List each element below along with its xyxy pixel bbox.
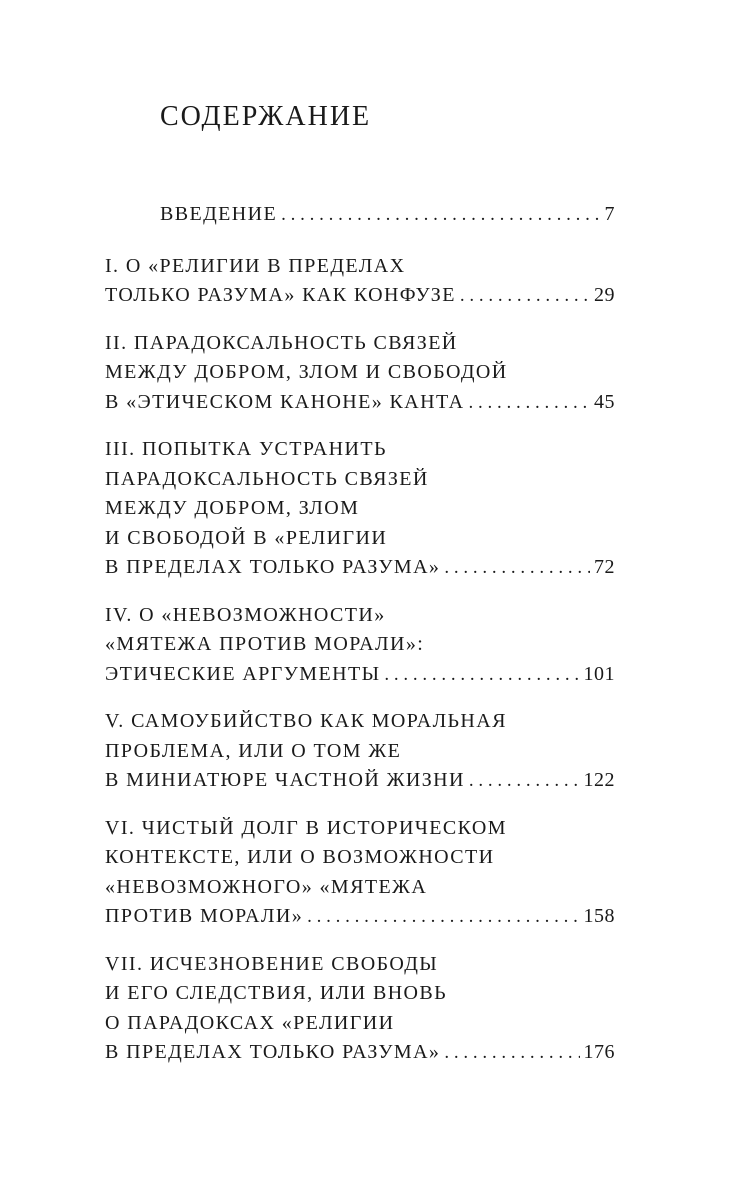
toc-page-number: 158 xyxy=(583,905,615,927)
toc-line: И ЕГО СЛЕДСТВИЯ, ИЛИ ВНОВЬ xyxy=(105,982,448,1004)
toc-entry-title: В «ЭТИЧЕСКОМ КАНОНЕ» КАНТА xyxy=(105,390,465,413)
toc-line: I. О «РЕЛИГИИ В ПРЕДЕЛАХ xyxy=(105,254,406,277)
dot-leader xyxy=(307,902,579,932)
toc-line xyxy=(105,281,615,311)
toc-line: МЕЖДУ ДОБРОМ, ЗЛОМ xyxy=(105,497,360,519)
toc-line: IV. О «НЕВОЗМОЖНОСТИ» xyxy=(105,603,386,626)
toc-line: И СВОБОДОЙ В «РЕЛИГИИ xyxy=(105,526,388,549)
toc-entry-chapter-3[interactable] xyxy=(105,435,615,583)
toc-entry-chapter-5[interactable] xyxy=(105,707,615,796)
toc-page-number: 72 xyxy=(594,556,615,578)
dot-leader xyxy=(444,553,590,583)
toc-entry-chapter-1[interactable] xyxy=(105,252,615,311)
toc-page-number: 7 xyxy=(604,203,615,225)
toc-entry-title: В ПРЕДЕЛАХ ТОЛЬКО РАЗУМА» xyxy=(105,1041,441,1063)
dot-leader xyxy=(469,766,580,796)
toc-entry-title: ПРОТИВ МОРАЛИ» xyxy=(105,905,304,927)
toc-entry-chapter-4[interactable] xyxy=(105,601,615,690)
toc-line xyxy=(105,660,615,690)
dot-leader xyxy=(460,281,590,311)
toc-line: «НЕВОЗМОЖНОГО» «МЯТЕЖА xyxy=(105,875,428,898)
toc-entry-chapter-2[interactable] xyxy=(105,329,615,418)
toc-page-number: 45 xyxy=(594,390,615,413)
toc-entry-title: В МИНИАТЮРЕ ЧАСТНОЙ ЖИЗНИ xyxy=(105,769,465,791)
toc-line: МЕЖДУ ДОБРОМ, ЗЛОМ И СВОБОДОЙ xyxy=(105,361,508,383)
toc-line xyxy=(160,200,615,230)
toc-line: КОНТЕКСТЕ, ИЛИ О ВОЗМОЖНОСТИ xyxy=(105,846,495,868)
toc-entry-chapter-6[interactable] xyxy=(105,814,615,932)
dot-leader xyxy=(468,388,590,418)
toc-line xyxy=(105,902,615,932)
toc-line: О ПАРАДОКСАХ «РЕЛИГИИ xyxy=(105,1011,395,1034)
toc-entry-title: В ПРЕДЕЛАХ ТОЛЬКО РАЗУМА» xyxy=(105,556,441,578)
toc-page-number: 122 xyxy=(583,769,615,791)
toc-line: II. ПАРАДОКСАЛЬНОСТЬ СВЯЗЕЙ xyxy=(105,331,458,354)
dot-leader xyxy=(281,200,600,230)
toc-entry-chapter-7[interactable] xyxy=(105,950,615,1068)
toc-line: VI. ЧИСТЫЙ ДОЛГ В ИСТОРИЧЕСКОМ xyxy=(105,816,507,839)
dot-leader xyxy=(384,660,579,690)
toc-entry-introduction[interactable] xyxy=(105,200,615,230)
toc-line xyxy=(105,766,615,796)
toc-line: VII. ИСЧЕЗНОВЕНИЕ СВОБОДЫ xyxy=(105,952,439,975)
toc-line xyxy=(105,1038,615,1068)
toc-page-number: 176 xyxy=(583,1041,615,1063)
dot-leader xyxy=(444,1038,579,1068)
toc-line xyxy=(105,553,615,583)
toc-page-number: 29 xyxy=(594,284,615,306)
table-of-contents xyxy=(105,200,615,1086)
toc-entry-title: ТОЛЬКО РАЗУМА» КАК КОНФУЗЕ xyxy=(105,284,456,306)
toc-line: V. САМОУБИЙСТВО КАК МОРАЛЬНАЯ xyxy=(105,710,507,732)
toc-line: «МЯТЕЖА ПРОТИВ МОРАЛИ»: xyxy=(105,633,425,655)
page-title: СОДЕРЖАНИЕ xyxy=(160,101,372,132)
toc-line: ПРОБЛЕМА, ИЛИ О ТОМ ЖЕ xyxy=(105,739,402,762)
toc-entry-title: ЭТИЧЕСКИЕ АРГУМЕНТЫ xyxy=(105,662,381,685)
toc-line: III. ПОПЫТКА УСТРАНИТЬ xyxy=(105,438,387,460)
toc-entry-title: ВВЕДЕНИЕ xyxy=(160,203,278,225)
toc-line xyxy=(105,388,615,418)
toc-page-number: 101 xyxy=(583,662,615,685)
toc-line: ПАРАДОКСАЛЬНОСТЬ СВЯЗЕЙ xyxy=(105,467,429,490)
